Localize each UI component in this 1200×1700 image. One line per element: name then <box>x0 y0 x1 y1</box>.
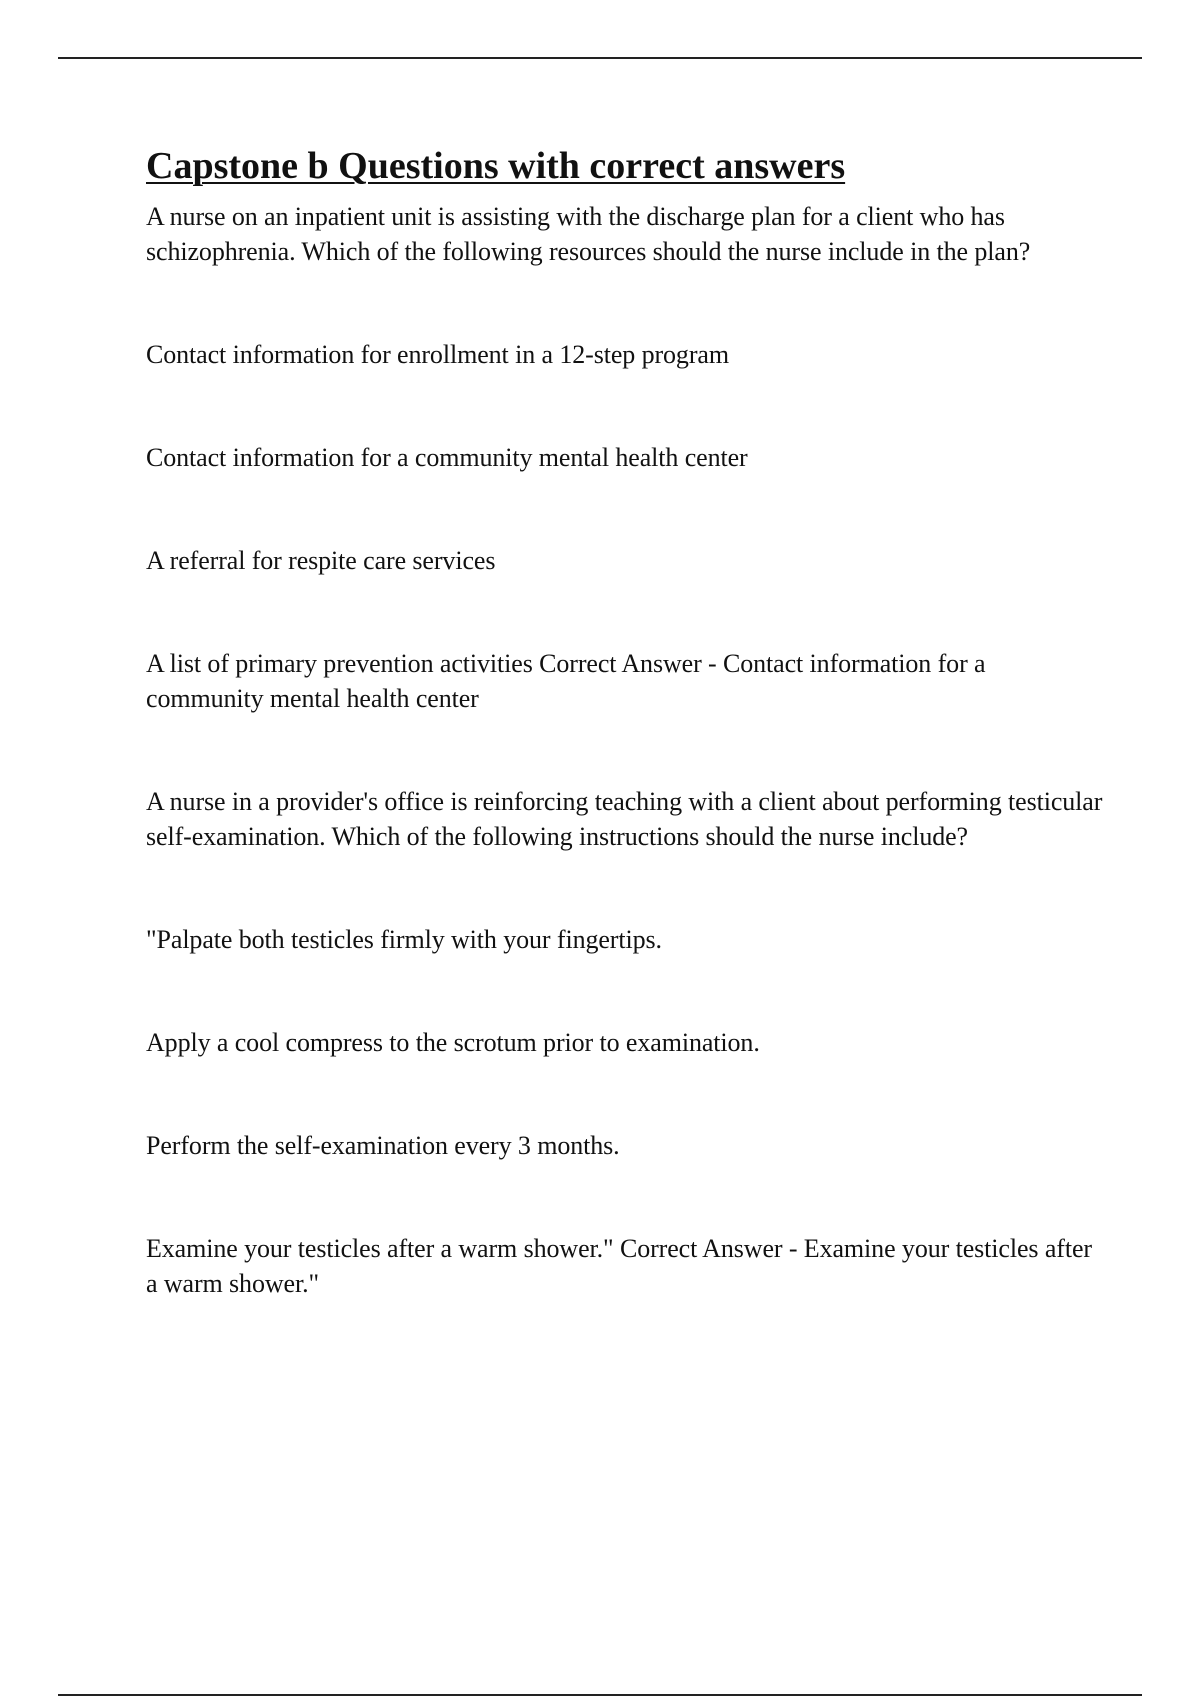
question-1-option-1: Contact information for enrollment in a 12-step program <box>146 340 729 369</box>
question-1-option-3: A referral for respite care services <box>146 546 496 575</box>
question-1-option-2: Contact information for a community mental health center <box>146 443 748 472</box>
question-2-option-4-with-answer: Examine your testicles after a warm shower." Correct Answer - Examine your testicles after a warm shower." <box>146 1234 1092 1298</box>
question-1-option-4-with-answer: A list of primary prevention activities Correct Answer - Contact information for a community mental health center <box>146 649 986 713</box>
question-2-option-1: "Palpate both testicles firmly with your fingertips. <box>146 925 662 954</box>
question-2-stem: A nurse in a provider's office is reinforcing teaching with a client about performing testicular self-examination. Which of the following instructions should the nurse include? <box>146 787 1103 851</box>
question-2-option-3: Perform the self-examination every 3 months. <box>146 1131 620 1160</box>
page-title: Capstone b Questions with correct answers <box>146 145 846 187</box>
question-1-stem: A nurse on an inpatient unit is assisting with the discharge plan for a client who has schizophrenia. Which of the following resources should the nurse include in the plan? <box>146 202 1031 266</box>
question-2-option-2: Apply a cool compress to the scrotum prior to examination. <box>146 1028 760 1057</box>
document-body <box>146 143 1106 1301</box>
header-rule <box>58 57 1142 59</box>
footer-rule <box>58 1694 1142 1696</box>
